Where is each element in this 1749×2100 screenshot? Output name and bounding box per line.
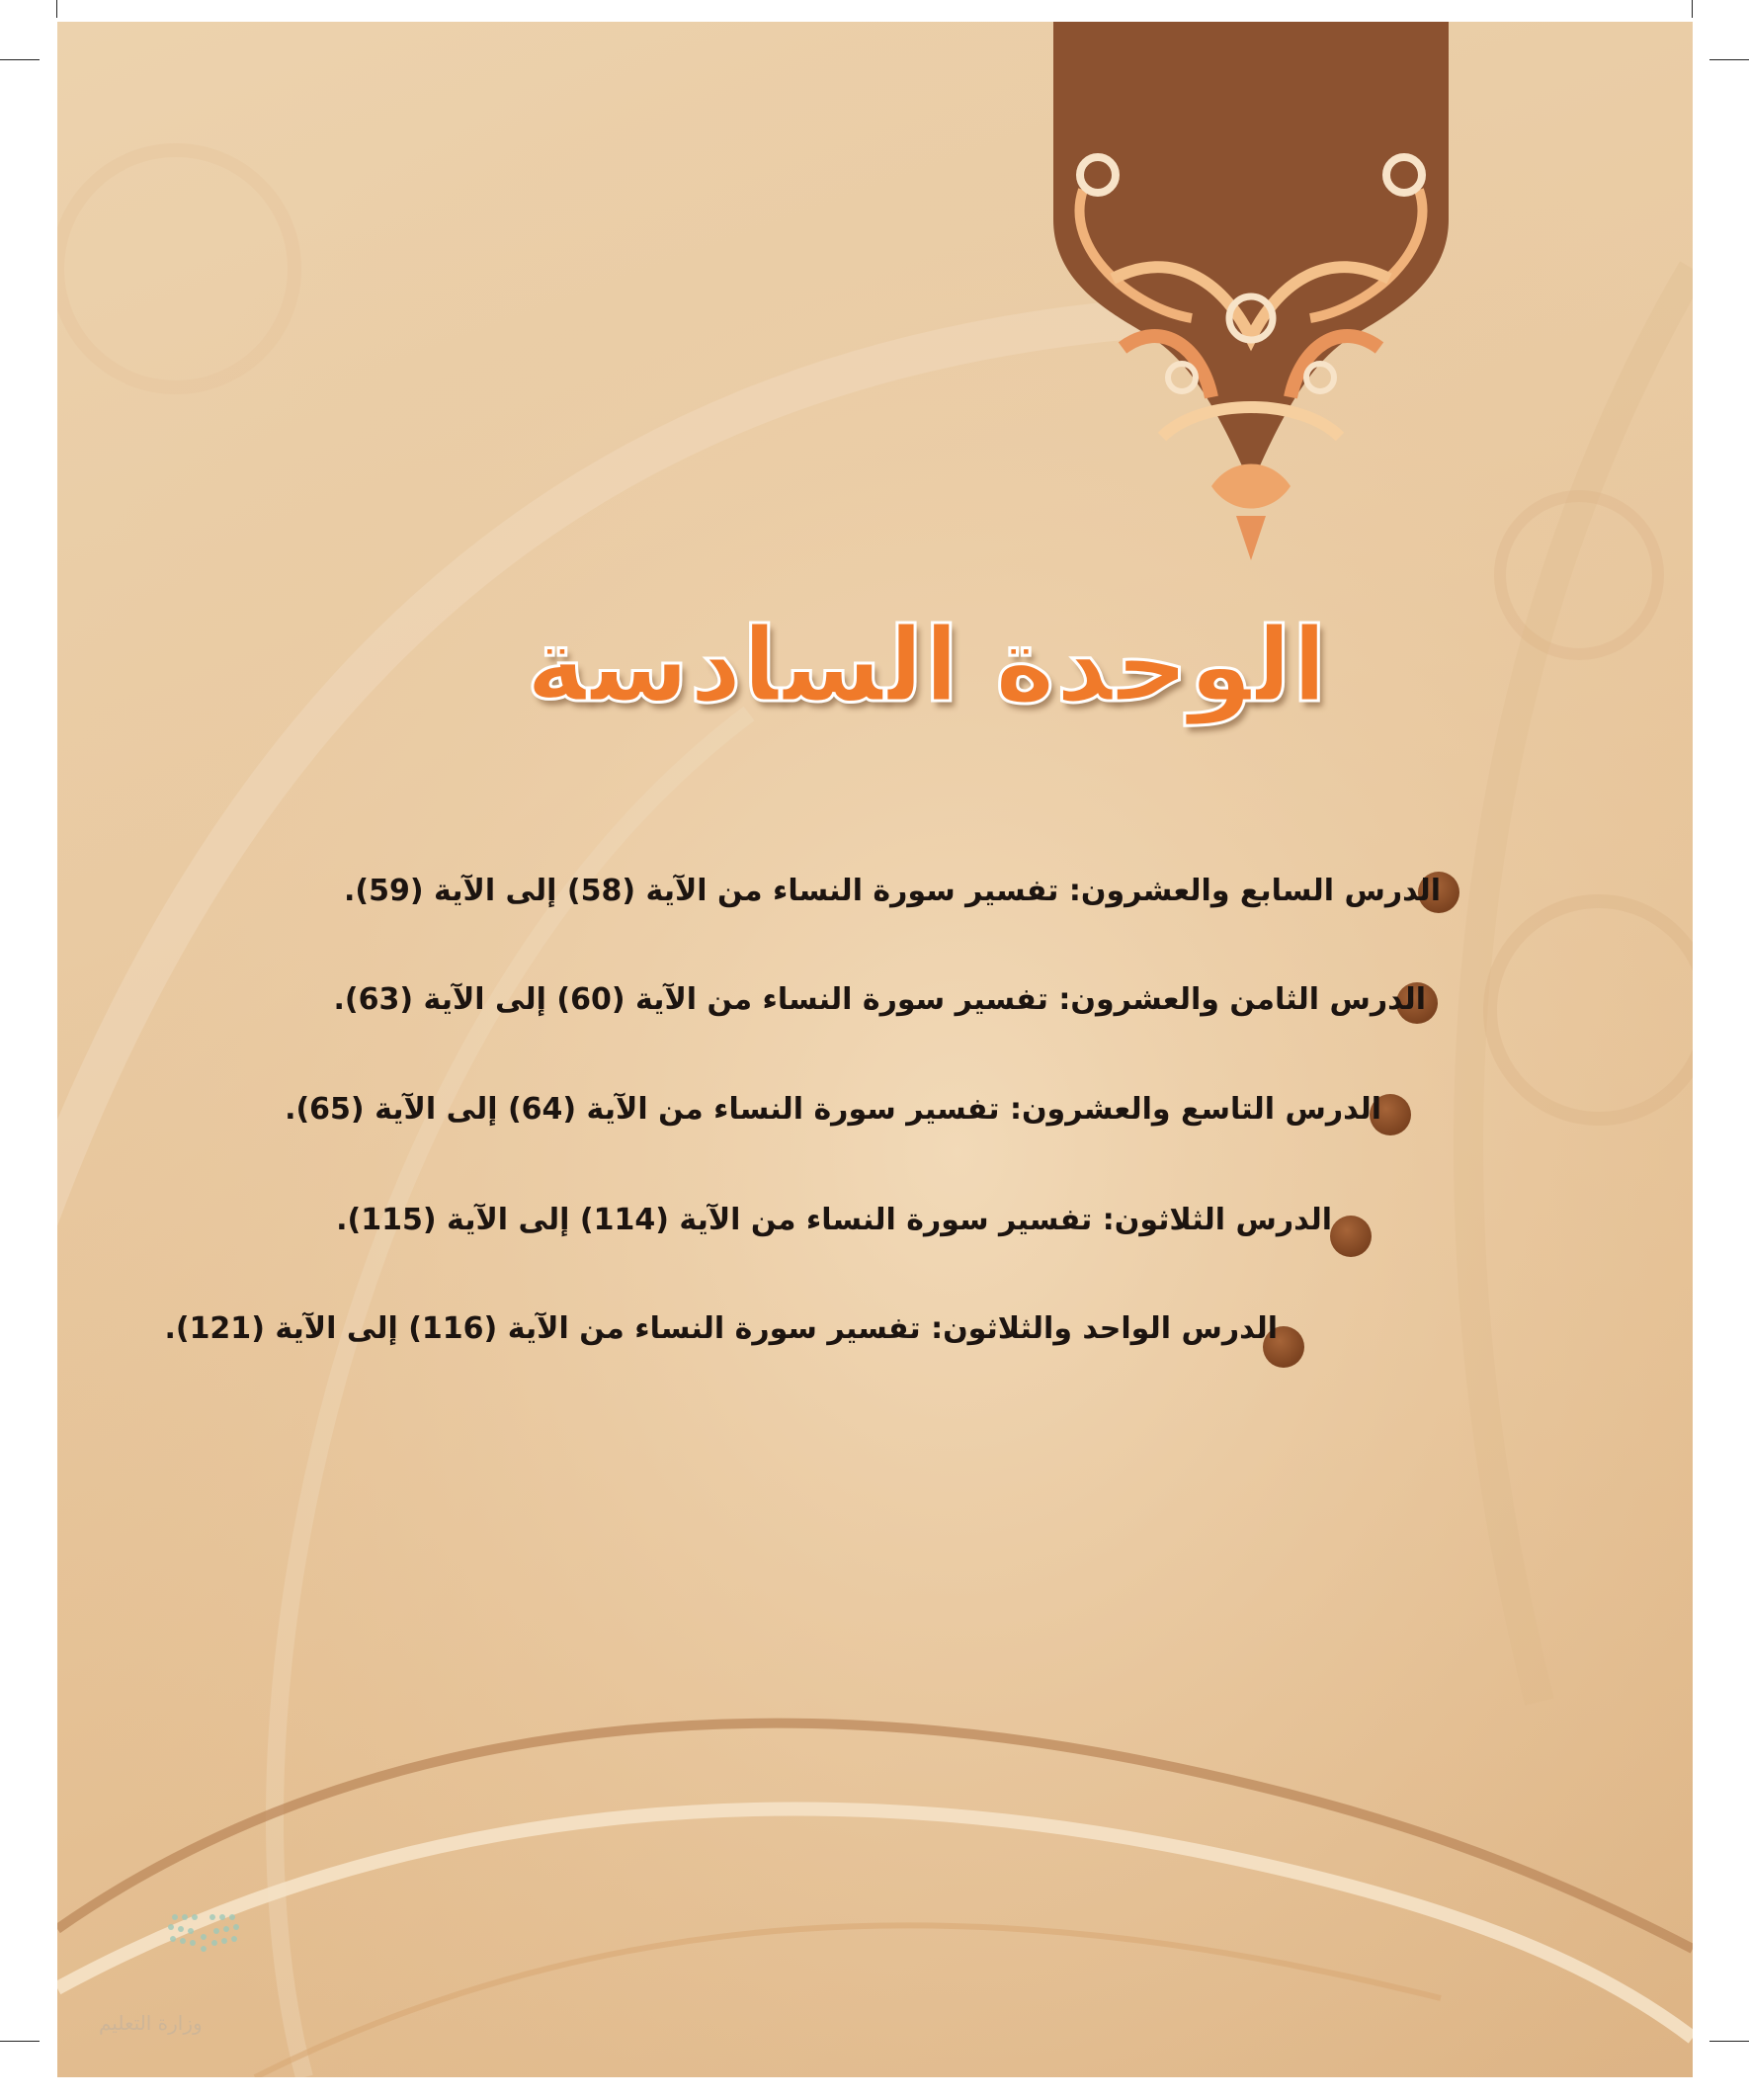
unit-title: الوحدة السادسة — [526, 605, 1327, 725]
page-sheet — [57, 22, 1693, 2077]
lesson-item-1: الدرس السابع والعشرون: تفسير سورة النساء من الآية (58) إلى الآية (59). — [344, 874, 1441, 908]
lesson-item-4: الدرس الثلاثون: تفسير سورة النساء من الآية (114) إلى الآية (115). — [336, 1203, 1332, 1237]
lesson-item-2: الدرس الثامن والعشرون: تفسير سورة النساء من الآية (60) إلى الآية (63). — [333, 982, 1426, 1017]
lesson-item-3: الدرس التاسع والعشرون: تفسير سورة النساء من الآية (64) إلى الآية (65). — [285, 1092, 1381, 1127]
crop-mark — [56, 0, 57, 18]
crop-mark — [1692, 0, 1693, 18]
crop-mark — [1709, 59, 1749, 60]
ministry-logo-text: وزارة التعليم — [99, 2011, 203, 2035]
lesson-item-5: الدرس الواحد والثلاثون: تفسير سورة النساء من الآية (116) إلى الآية (121). — [164, 1311, 1278, 1346]
bullet-4 — [1330, 1216, 1372, 1257]
crop-mark — [0, 59, 40, 60]
ornament-banner — [1053, 22, 1449, 575]
crop-mark — [1709, 2041, 1749, 2042]
crop-mark — [0, 2041, 40, 2042]
